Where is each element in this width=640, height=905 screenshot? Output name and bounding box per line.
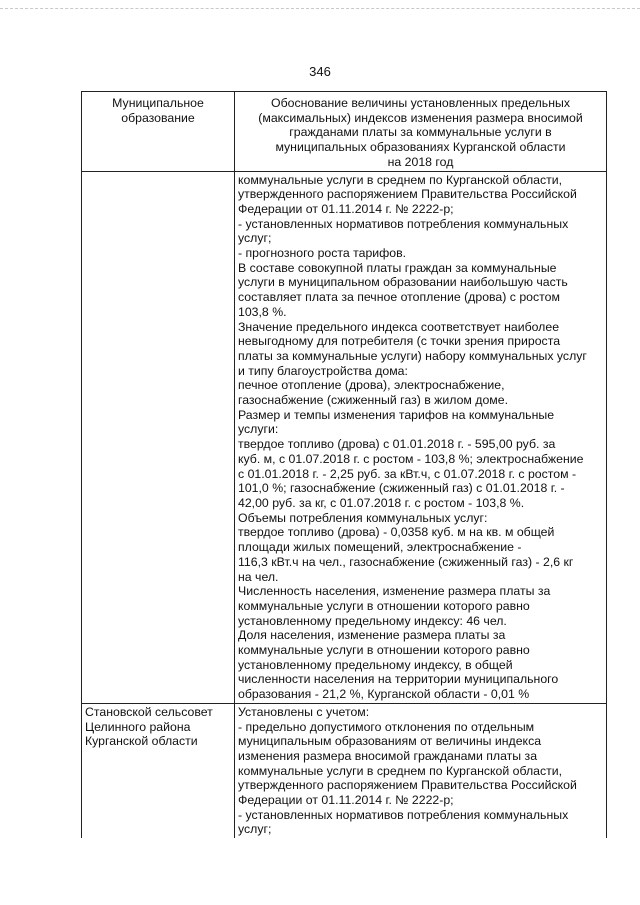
text-line: Численность населения, изменение размера платы за	[238, 584, 551, 599]
text-line: 103,8 %.	[238, 304, 287, 319]
text-line: Целинного района	[85, 719, 191, 734]
text-line: твердое топливо (дрова) - 0,0358 куб. м на кв. м общей	[238, 525, 555, 540]
page-number: 346	[309, 64, 331, 79]
text-line: услуги в муниципальном образовании наибольшую часть	[238, 275, 568, 290]
municipality-cell	[82, 703, 235, 838]
text-line: установленному предельному индексу: 46 чел.	[238, 613, 507, 628]
text-line: коммунальные услуги в среднем по Курганской области,	[238, 763, 563, 778]
text-line: В составе совокупной платы граждан за коммунальные	[238, 260, 557, 275]
text-line: Размер и темпы изменения тарифов на коммунальные	[238, 407, 555, 422]
text-line: твердое топливо (дрова) с 01.01.2018 г. - 595,00 руб. за	[238, 437, 556, 452]
text-line: утвержденного распоряжением Правительства Российской	[238, 778, 577, 793]
text-line: Федерации от 01.11.2014 г. № 2222-р;	[238, 201, 454, 216]
indices-table	[81, 91, 607, 838]
text-line: Установлены с учетом:	[238, 704, 370, 719]
text-line: численности населения на территории муниципального	[238, 672, 559, 687]
text-line: невыгодному для потребителя (с точки зрения прироста	[238, 334, 561, 349]
text-line: коммунальные услуги в отношении которого равно	[238, 598, 530, 613]
text-line: Доля населения, изменение размера платы за	[238, 628, 506, 643]
text-line: 101,0 %; газоснабжение (сжиженный газ) с 01.01.2018 г. -	[238, 481, 565, 496]
text-line: с 01.01.2018 г. - 2,25 руб. за кВт.ч, с 01.07.2018 г. с ростом -	[238, 466, 577, 481]
text-line: куб. м, с 01.07.2018 г. с ростом - 103,8 %; электроснабжение	[238, 451, 584, 466]
text-line: 116,3 кВт.ч на чел., газоснабжение (сжиженный газ) - 2,6 кг	[238, 554, 574, 569]
header-municipality	[82, 92, 235, 172]
table-row	[82, 703, 607, 838]
text-line: услуг;	[238, 231, 272, 246]
text-line: гражданами платы за коммунальные услуги в	[289, 125, 552, 140]
text-line: Муниципальное	[112, 96, 204, 110]
text-line: площади жилых помещений, электроснабжение -	[238, 540, 522, 555]
text-line: изменения размера вносимой гражданами платы за	[238, 748, 538, 763]
text-line: Становской сельсовет	[85, 704, 213, 719]
text-line: муниципальным образованиям от величины индекса	[238, 734, 542, 749]
header-justification	[235, 92, 607, 172]
text-line: (максимальных) индексов изменения размера вносимой	[258, 110, 583, 125]
municipality-cell	[82, 171, 235, 703]
text-line: печное отопление (дрова), электроснабжение,	[238, 378, 505, 393]
text-line: - установленных нормативов потребления коммунальных	[238, 807, 569, 822]
text-line: Курганской области	[85, 734, 198, 749]
text-line: муниципальных образованиях Курганской области	[275, 140, 566, 155]
text-line: услуги:	[238, 422, 279, 437]
text-line: коммунальные услуги в среднем по Курганской области,	[238, 172, 563, 187]
text-line: и типу благоустройства дома:	[238, 363, 408, 378]
text-line: образования - 21,2 %, Курганской области - 0,01 %	[238, 687, 530, 702]
text-line: на чел.	[238, 569, 279, 584]
text-line: Значение предельного индекса соответствует наиболее	[238, 319, 560, 334]
table-row	[82, 171, 607, 703]
text-line: газоснабжение (сжиженный газ) в жилом доме.	[238, 393, 509, 408]
text-line: - установленных нормативов потребления коммунальных	[238, 216, 569, 231]
text-line: на 2018 год	[387, 154, 454, 169]
text-line: составляет плата за печное отопление (дрова) с ростом	[238, 290, 560, 305]
scan-edge-line	[0, 8, 640, 9]
text-line: услуг;	[238, 822, 272, 837]
text-line: Обоснование величины установленных предельных	[271, 96, 570, 110]
text-line: Федерации от 01.11.2014 г. № 2222-р;	[238, 793, 454, 808]
text-line: утвержденного распоряжением Правительства Российской	[238, 187, 577, 202]
text-line: 42,00 руб. за кг, с 01.07.2018 г. с ростом - 103,8 %.	[238, 495, 525, 510]
text-line: коммунальные услуги в отношении которого равно	[238, 643, 530, 658]
text-line: - прогнозного роста тарифов.	[238, 246, 407, 261]
text-line: платы за коммунальные услуги) набору коммунальных услуг	[238, 348, 587, 363]
text-line: образование	[121, 110, 195, 125]
table-header-row	[82, 92, 607, 172]
text-line: установленному предельному индексу, в общей	[238, 657, 513, 672]
justification-cell	[235, 703, 607, 838]
text-line: Объемы потребления коммунальных услуг:	[238, 510, 488, 525]
text-line: - предельно допустимого отклонения по отдельным	[238, 719, 535, 734]
justification-cell	[235, 171, 607, 703]
